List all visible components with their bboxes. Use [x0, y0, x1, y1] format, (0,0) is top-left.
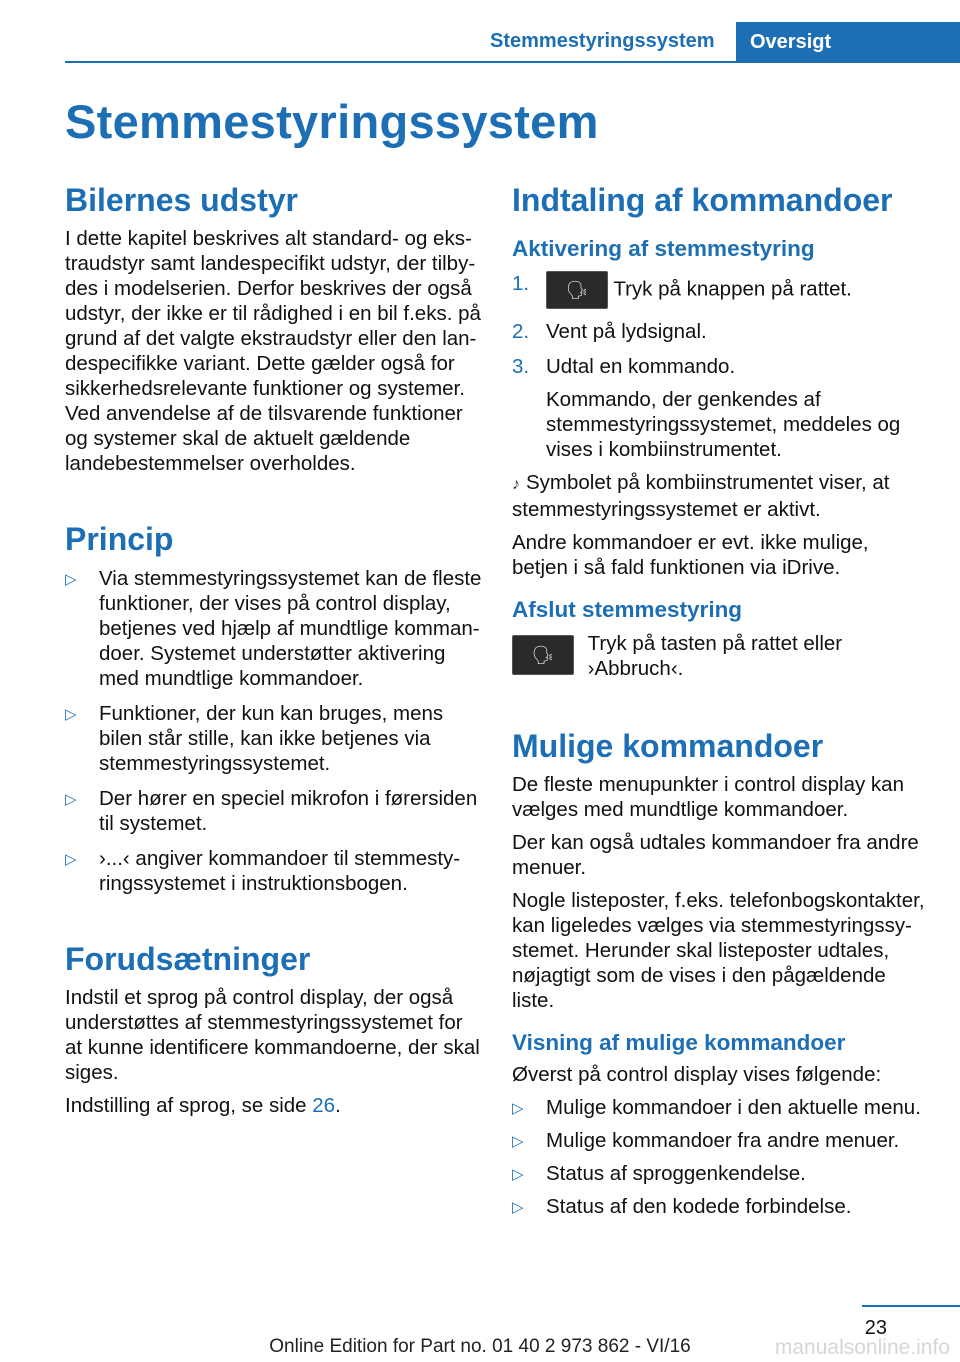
triangle-right-icon: ▷: [65, 571, 77, 588]
step-number: 1.: [512, 272, 530, 295]
list-item-text: Mulige kommandoer i den aktuelle menu.: [546, 1096, 921, 1119]
triangle-right-icon: ▷: [512, 1199, 524, 1216]
footer-rule: [862, 1305, 960, 1307]
list-item-text: Status af den kodede forbindelse.: [546, 1195, 852, 1218]
watermark: manualsonline.info: [774, 1336, 950, 1359]
paragraph-bilernes-udstyr: I dette kapitel beskrives alt standard- og ekstraudstyr samt landespecifikt udstyr, der tilbydes i modelserien. Derfor beskrives der også udstyr, der ikke er til rådighed i en bil f.eks. på grund af det valgte ekstraudstyr eller den landespecifikke variant. Dette gælder også for sikkerhedsrelevante funktioner og systemer. Ved anvendelse af de tilsvarende funktioner og systemer skal de aktuelt gældende landebestemmelser overholdes.: [65, 227, 481, 475]
heading-afslut: Afslut stemmestyring: [512, 597, 743, 622]
paragraph-sprog: [65, 1093, 483, 1118]
step-item: [512, 319, 930, 344]
left-column: [65, 182, 483, 1118]
symbol-text: Symbolet på kombiinstrumentet viser, at stemmestyringssystemet er aktivt.: [512, 471, 890, 521]
sprog-text: Indstilling af sprog, se side: [65, 1094, 313, 1117]
triangle-right-icon: ▷: [65, 851, 77, 868]
header-tab-oversigt: Oversigt: [736, 22, 960, 63]
visning-list: [512, 1095, 930, 1219]
list-item-text: Mulige kommandoer fra andre menuer.: [546, 1129, 900, 1152]
triangle-right-icon: ▷: [65, 791, 77, 808]
list-item: [512, 1161, 930, 1186]
paragraph-symbol: [512, 470, 930, 522]
list-item: [65, 701, 483, 776]
voice-symbol-icon: ♪: [512, 476, 520, 493]
list-item: [512, 1194, 930, 1219]
step-number: 2.: [512, 320, 530, 343]
list-item-text: Der hører en speciel mikrofon i førersiden til systemet.: [99, 787, 478, 835]
page-link-26[interactable]: 26: [312, 1094, 336, 1117]
step-item: [512, 354, 930, 462]
heading-visning: Visning af mulige kommandoer: [512, 1030, 846, 1055]
list-item-text: Status af sproggenkendelse.: [546, 1162, 806, 1185]
paragraph-mulige-2: Der kan også udtales kommandoer fra andre menuer.: [512, 831, 919, 879]
list-item: [512, 1128, 930, 1153]
sprog-suffix: .: [335, 1094, 341, 1117]
triangle-right-icon: ▷: [512, 1100, 524, 1117]
list-item: [65, 786, 483, 836]
header-rule: [65, 61, 960, 63]
triangle-right-icon: ▷: [512, 1166, 524, 1183]
page-number: 23: [864, 1317, 887, 1339]
list-item-text: ›...‹ angiver kommandoer til stemmestyringssystemet i instruktionsbogen.: [99, 847, 461, 895]
step-text: Udtal en kommando.: [546, 355, 736, 378]
page-title: Stemmestyringssystem: [65, 95, 599, 148]
list-item: [512, 1095, 930, 1120]
step-text: Tryk på knappen på rattet.: [613, 277, 852, 301]
paragraph-visning: Øverst på control display vises følgende:: [512, 1063, 882, 1086]
paragraph-andre: Andre kommandoer er evt. ikke mulige, betjen i så fald funktionen via iDrive.: [512, 531, 869, 579]
list-item: [65, 846, 483, 896]
list-item: [65, 566, 483, 691]
step-number: 3.: [512, 355, 530, 378]
paragraph-mulige-3: Nogle listeposter, f.eks. telefonbogskontakter, kan ligeledes vælges via stemmestyringssystemet. Herunder skal listeposter udtales, nøjagtigt som de vises i den pågældende liste.: [512, 889, 925, 1012]
heading-indtaling: Indtaling af kommandoer: [512, 182, 893, 218]
paragraph-mulige-1: De fleste menupunkter i control display kan vælges med mundtlige kommandoer.: [512, 773, 904, 821]
list-item-text: Via stemmestyringssystemet kan de fleste funktioner, der vises på control display, betjenes ved hjælp af mundtlige kommandoer. Systemet understøtter aktivering med mundtlige kommandoer.: [99, 567, 482, 690]
paragraph-afslut: Tryk på tasten på rattet eller ›Abbruch‹.: [587, 632, 843, 680]
heading-forudsaetninger: Forudsætninger: [65, 941, 311, 977]
right-column: [512, 182, 930, 1219]
step-text: Vent på lydsignal.: [546, 320, 707, 343]
triangle-right-icon: ▷: [65, 706, 77, 723]
step-item: [512, 271, 930, 309]
heading-princip: Princip: [65, 521, 174, 557]
paragraph-forudsaetninger: Indstil et sprog på control display, der også understøttes af stemmestyringssystemet for at kunne identificere kommandoerne, der skal siges.: [65, 986, 480, 1084]
heading-bilernes-udstyr: Bilernes udstyr: [65, 182, 298, 218]
voice-button-icon: 🗣: [512, 635, 574, 675]
princip-list: [65, 566, 483, 896]
footer-edition: Online Edition for Part no. 01 40 2 973 862 - VI/16: [269, 1336, 691, 1357]
voice-button-icon: 🗣: [546, 271, 608, 309]
heading-aktivering: Aktivering af stemmestyring: [512, 236, 815, 261]
activation-steps: [512, 271, 930, 462]
step-subtext: Kommando, der genkendes af stemmestyringssystemet, meddeles og vises i kombiinstrumentet.: [546, 388, 901, 461]
list-item-text: Funktioner, der kun kan bruges, mens bilen står stille, kan ikke betjenes via stemmestyringssystemet.: [99, 702, 444, 775]
heading-mulige: Mulige kommandoer: [512, 728, 824, 764]
afslut-block: [512, 631, 930, 681]
triangle-right-icon: ▷: [512, 1133, 524, 1150]
header-section-title: Stemmestyringssystem: [490, 30, 715, 52]
